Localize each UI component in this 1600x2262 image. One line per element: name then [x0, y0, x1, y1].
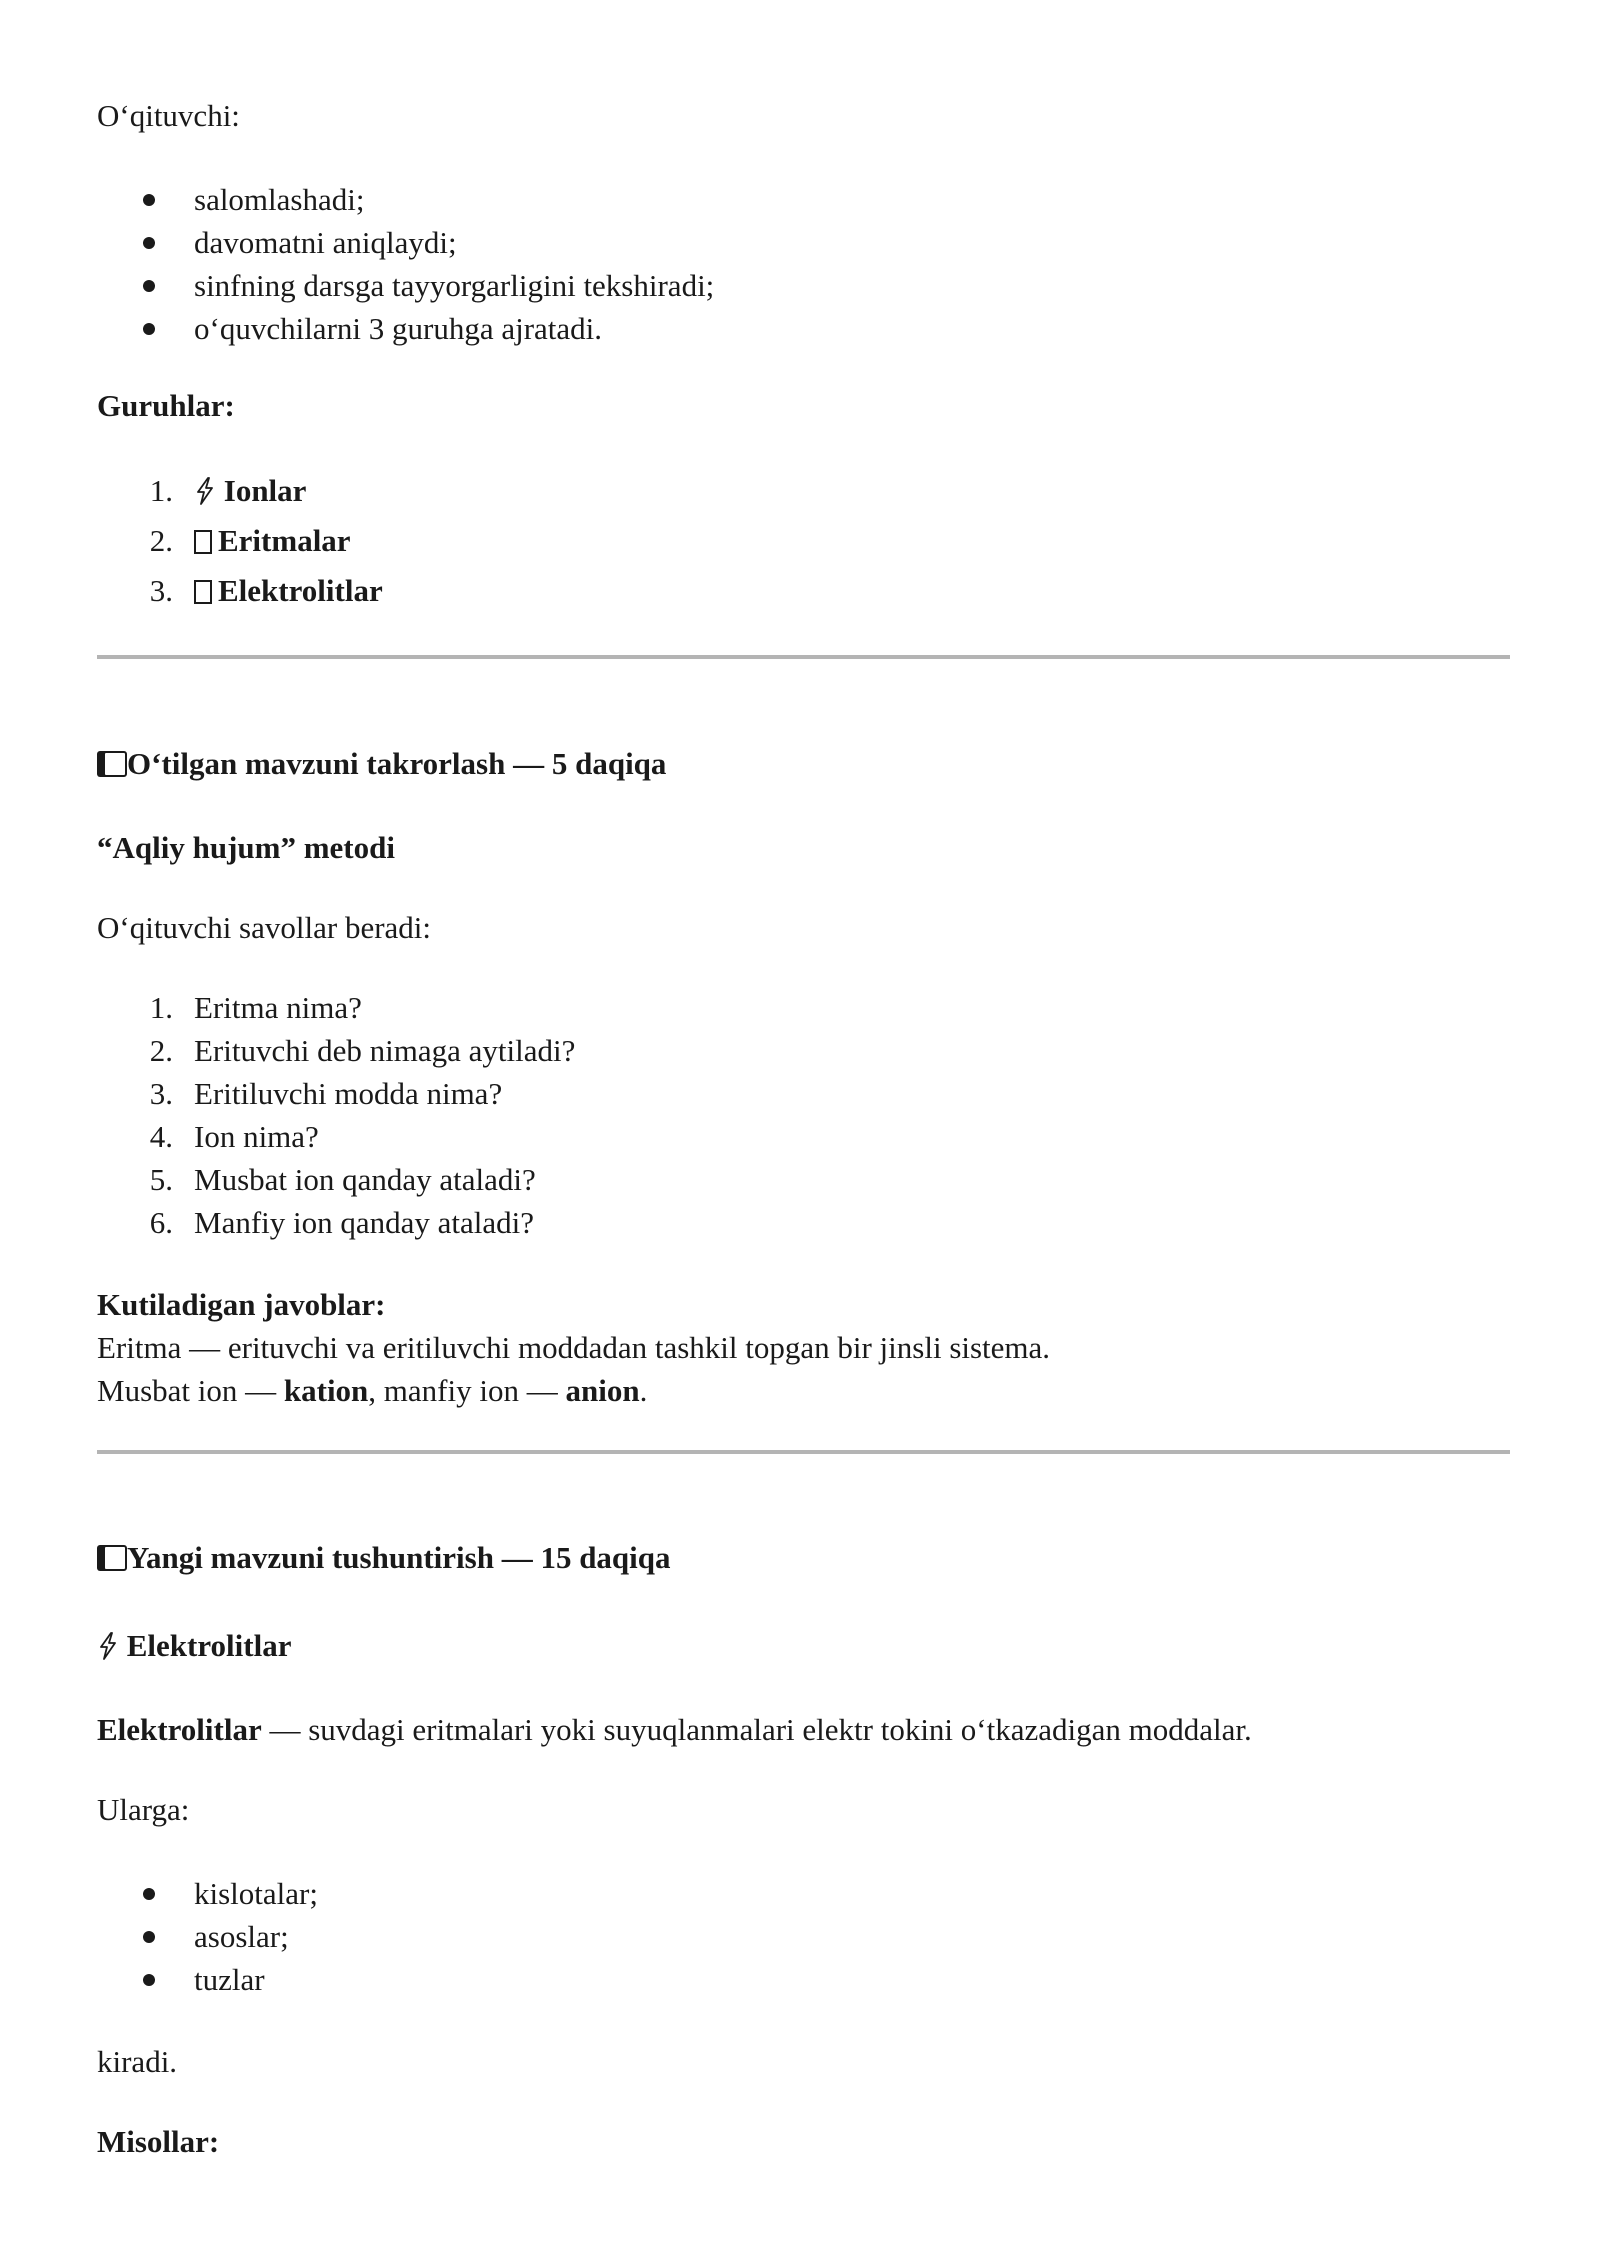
term-anion: anion	[565, 1373, 640, 1408]
method-heading: “Aqliy hujum” metodi	[97, 830, 395, 865]
question-item: Musbat ion qanday ataladi?	[194, 1162, 536, 1197]
list-number: 4.	[149, 1119, 173, 1154]
list-number: 2.	[149, 1033, 173, 1068]
question-item: Manfiy ion qanday ataladi?	[194, 1205, 535, 1240]
definition-term: Elektrolitlar	[97, 1712, 262, 1747]
questions-intro: O‘qituvchi savollar beradi:	[97, 910, 432, 945]
question-item: Ion nima?	[194, 1119, 319, 1154]
list-number: 2.	[149, 523, 173, 558]
bullet-dot	[143, 1888, 155, 1900]
list-item: davomatni aniqlaydi;	[194, 225, 457, 260]
includes-label: Ularga:	[97, 1792, 190, 1827]
bullet-dot	[143, 280, 155, 292]
answers-heading: Kutiladigan javoblar:	[97, 1287, 386, 1322]
groups-heading: Guruhlar:	[97, 388, 235, 423]
definition-paragraph: Elektrolitlar — suvdagi eritmalari yoki suyuqlanmalari elektr tokini o‘tkazadigan moddalar.	[97, 1712, 1252, 1747]
list-item: sinfning darsga tayyorgarligini tekshiradi;	[194, 268, 715, 303]
list-number: 6.	[149, 1205, 173, 1240]
section-heading-review: O‘tilgan mavzuni takrorlash — 5 daqiqa	[97, 744, 666, 784]
answer-line-2: Musbat ion — kation, manfiy ion — anion.	[97, 1373, 648, 1408]
section-heading-new-topic: Yangi mavzuni tushuntirish — 15 daqiqa	[97, 1538, 671, 1578]
bullet-dot	[143, 1974, 155, 1986]
subheading-elektrolitlar: Elektrolitlar	[97, 1626, 291, 1670]
keycap-2-icon	[97, 751, 127, 777]
bullet-dot	[143, 323, 155, 335]
bullet-dot	[143, 237, 155, 249]
group-item-elektrolitlar: Elektrolitlar	[194, 571, 383, 611]
group-item-ionlar: Ionlar	[194, 471, 306, 515]
horizontal-divider	[97, 1450, 1510, 1454]
term-kation: kation	[283, 1373, 369, 1408]
missing-glyph-icon	[194, 580, 212, 604]
bullet-dot	[143, 1931, 155, 1943]
lightning-icon	[194, 475, 216, 515]
list-number: 1.	[149, 990, 173, 1025]
missing-glyph-icon	[194, 530, 212, 554]
list-item: o‘quvchilarni 3 guruhga ajratadi.	[194, 311, 603, 346]
teacher-label: O‘qituvchi:	[97, 98, 240, 133]
lightning-icon	[97, 1630, 119, 1670]
list-item: tuzlar	[194, 1962, 265, 1997]
answer-line-1: Eritma — erituvchi va eritiluvchi moddadan tashkil topgan bir jinsli sistema.	[97, 1330, 1051, 1365]
list-item: asoslar;	[194, 1919, 289, 1954]
examples-heading: Misollar:	[97, 2124, 220, 2159]
question-item: Eritma nima?	[194, 990, 362, 1025]
list-item: salomlashadi;	[194, 182, 365, 217]
question-item: Eritiluvchi modda nima?	[194, 1076, 503, 1111]
list-item: kislotalar;	[194, 1876, 318, 1911]
question-item: Erituvchi deb nimaga aytiladi?	[194, 1033, 576, 1068]
closing-text: kiradi.	[97, 2044, 178, 2079]
group-item-eritmalar: Eritmalar	[194, 521, 351, 561]
list-number: 1.	[149, 473, 173, 508]
horizontal-divider	[97, 655, 1510, 659]
list-number: 3.	[149, 1076, 173, 1111]
list-number: 3.	[149, 573, 173, 608]
bullet-dot	[143, 194, 155, 206]
keycap-3-icon	[97, 1545, 127, 1571]
list-number: 5.	[149, 1162, 173, 1197]
